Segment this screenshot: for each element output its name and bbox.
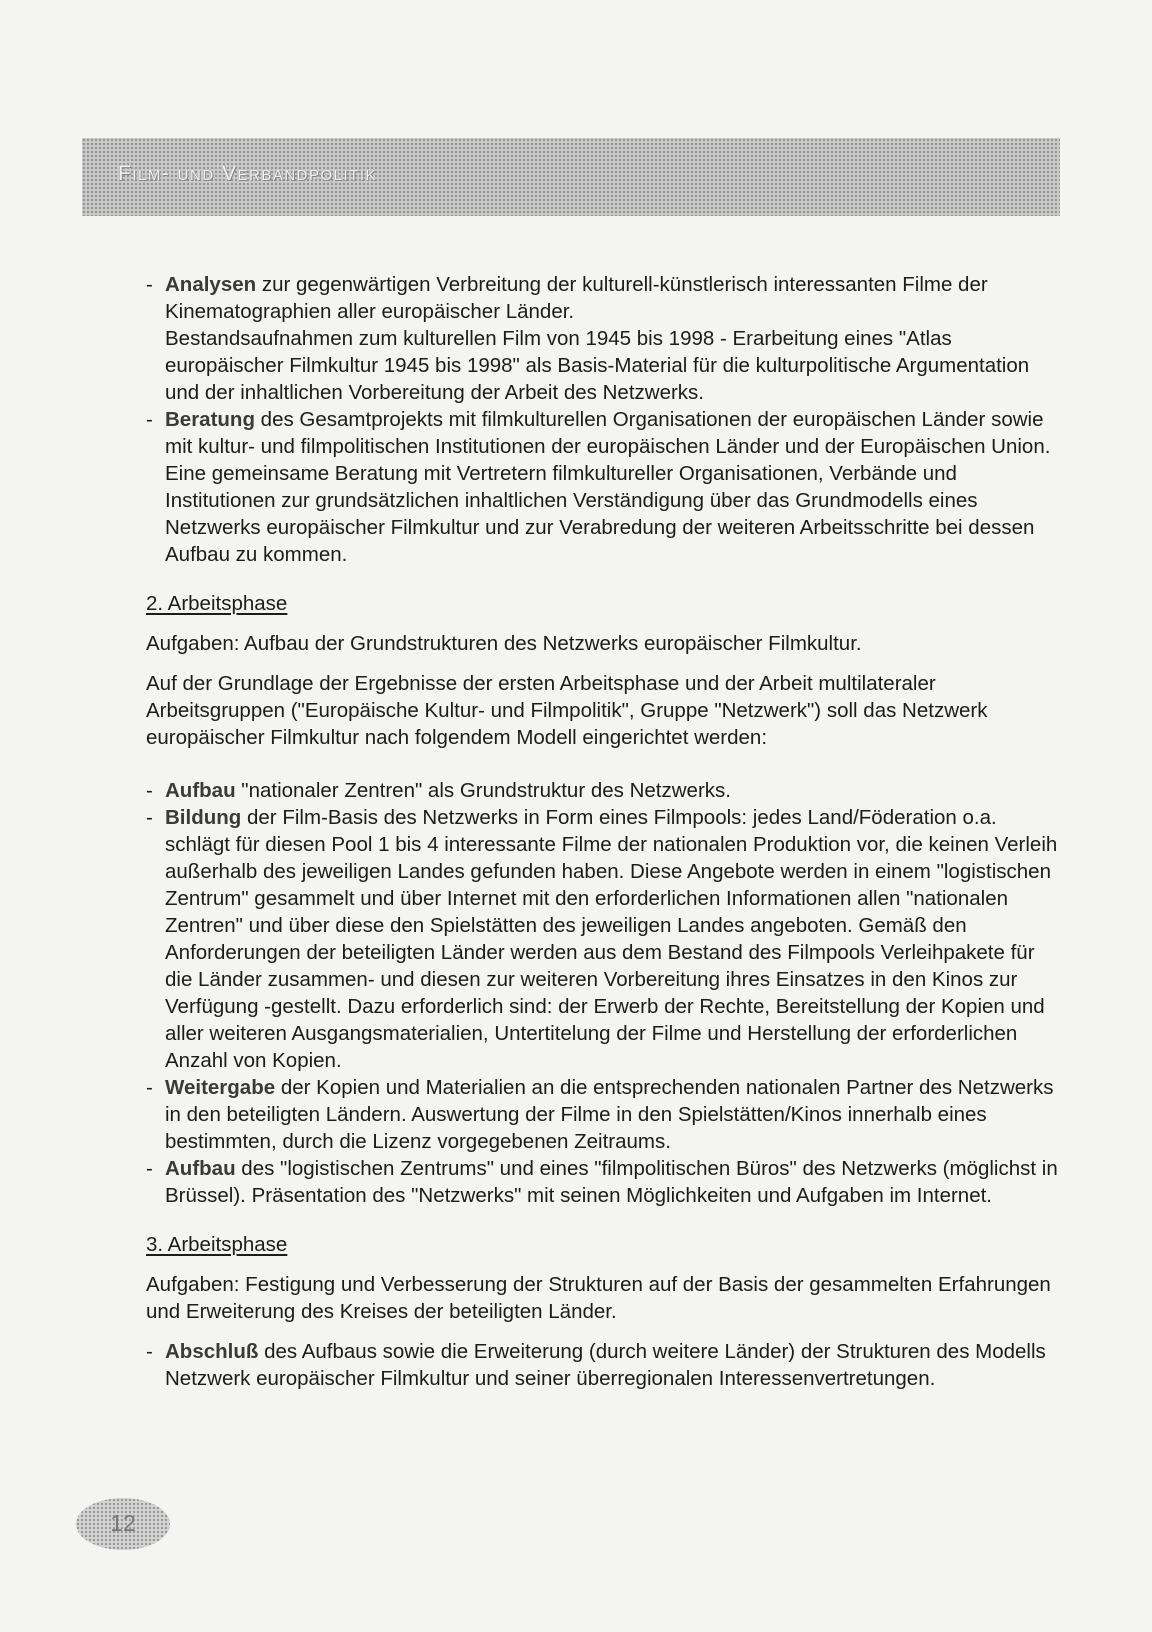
page-number: 12 (110, 1510, 136, 1536)
keyword: Aufbau (165, 779, 236, 802)
list-item-paragraph (165, 406, 1061, 460)
keyword: Analysen (165, 273, 257, 296)
phase-2-tasks: Aufgaben: Aufbau der Grundstrukturen des Netzwerks europäischer Filmkultur. (146, 632, 862, 655)
bullet-dash: - (146, 273, 153, 296)
list-item-aufbau-zentren (146, 777, 1061, 804)
bullet-dash: - (146, 1340, 153, 1363)
keyword: Beratung (165, 408, 255, 431)
list-item-paragraph: Eine gemeinsame Beratung mit Vertretern filmkultureller Organisationen, Verbände und Institutionen zur grundsätzlichen inhaltlichen Verständigung über das Grundmodells eines Netzwerks europäischer Filmkultur und zur Verabredung der weiteren Arbeitsschritte bei dessen Aufbau zu kommen. (165, 462, 1035, 566)
document-body (146, 271, 1061, 1392)
page-number-badge (76, 1498, 170, 1550)
list-item-text: des Aufbaus sowie die Erweiterung (durch weitere Länder) der Strukturen des Modells Netzwerk europäischer Filmkultur und seiner überregionalen Interessenvertretungen. (165, 1340, 1046, 1390)
list-item-paragraph (165, 777, 1061, 804)
list-item-text: des "logistischen Zentrums" und eines "filmpolitischen Büros" des Netzwerks (möglichst in Brüssel). Präsentation des "Netzwerks" mit seinen Möglichkeiten und Aufgaben im Internet. (165, 1157, 1058, 1207)
keyword: Aufbau (165, 1157, 236, 1180)
bullet-dash: - (146, 806, 153, 829)
list-item-text: des Gesamtprojekts mit filmkulturellen Organisationen der europäischen Länder sowie mit kultur- und filmpolitischen Institutionen der europäischen Länder und der Europäischen Union. (165, 408, 1051, 458)
bullet-dash: - (146, 1157, 153, 1180)
list-item-paragraph (165, 1074, 1061, 1155)
list-item-analysen (146, 271, 1061, 406)
keyword: Abschluß (165, 1340, 259, 1363)
section-title: Film- und Verbandpolitik (118, 162, 378, 185)
bullet-dash: - (146, 408, 153, 431)
list-item-beratung (146, 406, 1061, 568)
phase-3-tasks: Aufgaben: Festigung und Verbesserung der Strukturen auf der Basis der gesammelten Erfahrungen und Erweiterung des Kreises der beteiligten Länder. (146, 1273, 1051, 1323)
list-item-abschluss (146, 1338, 1061, 1392)
keyword: Weitergabe (165, 1076, 276, 1099)
list-item-text: zur gegenwärtigen Verbreitung der kulturell-künstlerisch interessanten Filme der Kinematographien aller europäischer Länder. (165, 273, 988, 323)
list-item-text: der Film-Basis des Netzwerks in Form eines Filmpools: jedes Land/Föderation o.a. schlägt für diesen Pool 1 bis 4 interessante Filme der nationalen Produktion vor, die keinen Verleih außerhalb des jeweiligen Landes gefunden haben. Diese Angebote werden in einem "logistischen Zentrum" gesammelt und über Internet mit den erforderlichen Informationen allen "nationalen Zentren" und über diese den Spielstätten des jeweiligen Landes angeboten. Gemäß den Anforderungen der beteiligten Länder werden aus dem Bestand des Filmpools Verleihpakete für die Länder zusammen- und diesen zur weiteren Vorbereitung ihres Einsatzes in den Kinos zur Verfügung -gestellt. Dazu erforderlich sind: der Erwerb der Rechte, Bereitstellung der Kopien und aller weiteren Ausgangsmaterialien, Untertitelung der Filme und Herstellung der erforderlichen Anzahl von Kopien. (165, 806, 1058, 1072)
list-item-weitergabe (146, 1074, 1061, 1155)
phase-2-heading: 2. Arbeitsphase (146, 592, 288, 615)
list-item-paragraph (165, 804, 1061, 1074)
list-item-text: "nationaler Zentren" als Grundstruktur des Netzwerks. (235, 779, 731, 802)
list-item-text: der Kopien und Materialien an die entsprechenden nationalen Partner des Netzwerks in den beteiligten Ländern. Auswertung der Filme in den Spielstätten/Kinos innerhalb eines bestimmten, durch die Lizenz vorgegebenen Zeitraums. (165, 1076, 1054, 1153)
phase-3-heading: 3. Arbeitsphase (146, 1233, 288, 1256)
list-item-paragraph (165, 1338, 1061, 1392)
list-item-paragraph: Bestandsaufnahmen zum kulturellen Film von 1945 bis 1998 - Erarbeitung eines "Atlas europäischer Filmkultur 1945 bis 1998" als Basis-Material für die kulturpolitische Argumentation und der inhaltlichen Vorbereitung der Arbeit des Netzwerks. (165, 327, 1030, 404)
list-item-bildung (146, 804, 1061, 1074)
list-item-paragraph (165, 271, 1061, 325)
keyword: Bildung (165, 806, 242, 829)
spacer (146, 764, 1061, 777)
phase-2-intro: Auf der Grundlage der Ergebnisse der ersten Arbeitsphase und der Arbeit multilateraler Arbeitsgruppen ("Europäische Kultur- und Filmpolitik", Gruppe "Netzwerk") soll das Netzwerk europäischer Filmkultur nach folgendem Modell eingerichtet werden: (146, 672, 988, 749)
bullet-dash: - (146, 779, 153, 802)
section-header-band (82, 138, 1060, 216)
list-item-aufbau-zentrum (146, 1155, 1061, 1209)
list-item-paragraph (165, 1155, 1061, 1209)
bullet-dash: - (146, 1076, 153, 1099)
